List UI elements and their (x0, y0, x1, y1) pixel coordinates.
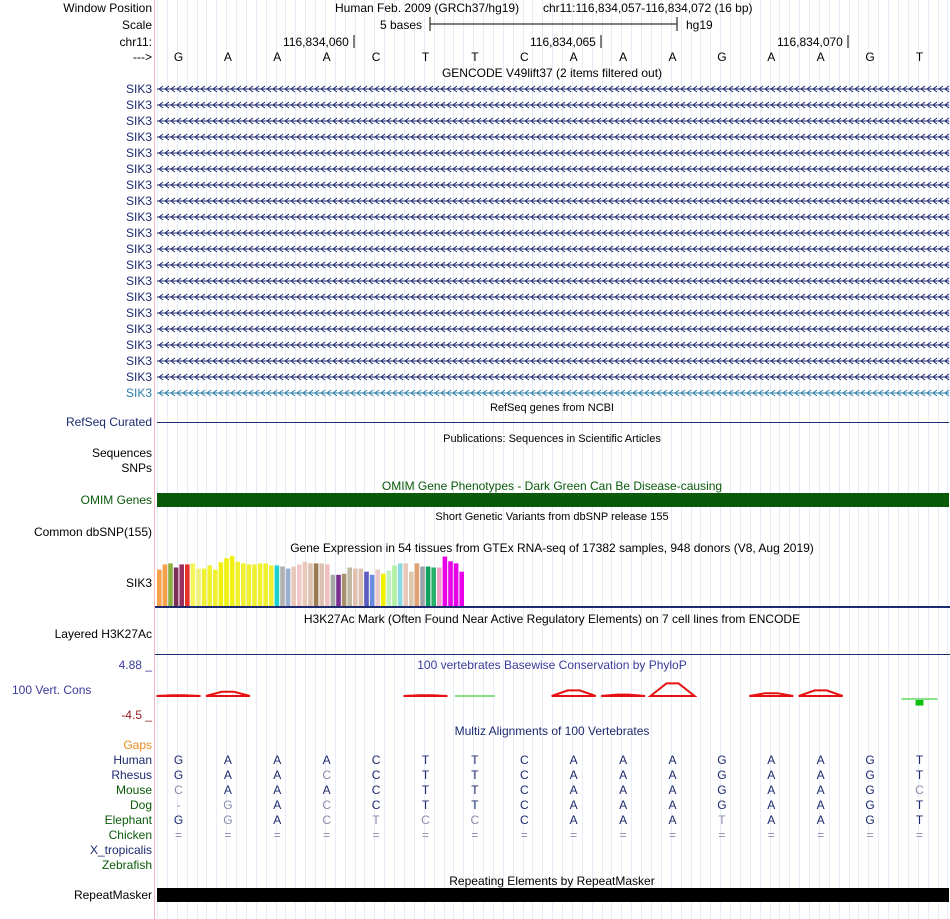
publications-track-title: Publications: Sequences in Scientific Articles (443, 433, 661, 445)
alignment-base: A (569, 798, 578, 812)
scale-label: Scale (121, 18, 152, 32)
species-label[interactable]: Zebrafish (101, 858, 152, 872)
alignment-base: = (817, 828, 825, 842)
alignment-base: A (668, 768, 677, 782)
alignment-base: T (471, 768, 479, 782)
alignment-base: A (273, 783, 282, 797)
gencode-gene-label[interactable]: SIK3 (125, 258, 152, 272)
alignment-base: G (717, 768, 727, 782)
alignment-base: A (816, 813, 825, 827)
refseq-track-title: RefSeq genes from NCBI (489, 402, 615, 414)
alignment-base: G (223, 813, 233, 827)
base-letter: G (865, 50, 875, 64)
alignment-base: A (668, 753, 677, 767)
alignment-base: = (668, 828, 676, 842)
base-letter: T (421, 50, 430, 64)
species-label[interactable]: Elephant (104, 813, 152, 827)
base-letter: A (816, 50, 825, 64)
coordinate-tick-2: 116,834,065 (530, 35, 596, 49)
gencode-gene-label[interactable]: SIK3 (125, 354, 152, 368)
base-letter: A (767, 50, 776, 64)
gencode-track-title: GENCODE V49lift37 (2 items filtered out) (441, 66, 663, 80)
alignment-base: A (619, 753, 628, 767)
alignment-base: G (717, 753, 727, 767)
gencode-gene-label[interactable]: SIK3 (125, 386, 152, 400)
alignment-base: A (273, 753, 282, 767)
base-letter: T (471, 50, 479, 64)
alignment-base: A (767, 798, 776, 812)
alignment-base: = (273, 828, 281, 842)
alignment-base: G (717, 783, 727, 797)
alignment-base: = (372, 828, 380, 842)
alignment-base: T (915, 753, 924, 767)
scale-text: 5 bases (380, 18, 423, 32)
alignment-base: G (865, 768, 875, 782)
phylop-score-mark[interactable] (651, 683, 695, 696)
alignment-base: = (421, 828, 429, 842)
alignment-base: A (273, 768, 282, 782)
alignment-base: = (866, 828, 874, 842)
alignment-base: A (569, 768, 578, 782)
alignment-base: C (519, 813, 529, 827)
alignment-base: T (421, 753, 430, 767)
base-letter: C (519, 50, 529, 64)
alignment-base: C (371, 783, 381, 797)
phylop-max-label: 4.88 _ (118, 658, 152, 672)
gencode-gene-label[interactable]: SIK3 (125, 178, 152, 192)
gaps-label[interactable]: Gaps (123, 738, 152, 752)
alignment-base: C (322, 813, 332, 827)
phylop-score-mark[interactable] (157, 695, 201, 696)
gencode-gene-label[interactable]: SIK3 (125, 370, 152, 384)
gencode-gene-label[interactable]: SIK3 (125, 210, 152, 224)
alignment-base: C (371, 753, 381, 767)
species-label[interactable]: Chicken (108, 828, 152, 842)
base-letter: A (322, 50, 331, 64)
species-label[interactable]: X_tropicalis (89, 843, 152, 857)
repeatmasker-bar[interactable] (157, 888, 949, 902)
alignment-base: G (173, 813, 184, 827)
gencode-gene-label[interactable]: SIK3 (125, 242, 152, 256)
alignment-base: A (619, 768, 628, 782)
alignment-base: T (471, 783, 479, 797)
repeatmasker-track-title: Repeating Elements by RepeatMasker (449, 874, 655, 888)
alignment-base: T (718, 813, 726, 827)
alignment-base: T (471, 798, 479, 812)
phylop-score-mark[interactable] (799, 690, 843, 696)
alignment-base: T (421, 798, 430, 812)
alignment-base: T (915, 768, 924, 782)
gencode-gene-label[interactable]: SIK3 (125, 114, 152, 128)
phylop-score-mark[interactable] (552, 690, 596, 696)
base-letter: T (915, 50, 924, 64)
alignment-base: A (816, 783, 825, 797)
alignment-base: G (173, 768, 184, 782)
alignment-base: C (322, 768, 332, 782)
position-text[interactable]: chr11:116,834,057-116,834,072 (16 bp) (543, 1, 753, 15)
alignment-base: A (322, 783, 331, 797)
alignment-base: = (174, 828, 182, 842)
alignment-base: C (470, 813, 480, 827)
alignment-base: G (865, 753, 875, 767)
alignment-base: A (223, 783, 232, 797)
alignment-base: A (816, 768, 825, 782)
base-letter: A (619, 50, 628, 64)
alignment-base: G (865, 813, 875, 827)
phylop-score-mark[interactable] (206, 692, 250, 696)
alignment-base: G (173, 753, 184, 767)
phylop-label[interactable]: 100 Vert. Cons (12, 683, 92, 697)
phylop-score-mark[interactable] (404, 695, 448, 696)
gencode-gene-label[interactable]: SIK3 (125, 82, 152, 96)
base-letter: A (569, 50, 578, 64)
alignment-base: = (323, 828, 331, 842)
alignment-base: T (421, 768, 430, 782)
omim-genes-label[interactable]: OMIM Genes (80, 493, 152, 507)
alignment-base: G (865, 783, 875, 797)
species-label[interactable]: Mouse (115, 783, 152, 797)
gencode-gene-label[interactable]: SIK3 (125, 194, 152, 208)
multiz-track-title: Multiz Alignments of 100 Vertebrates (454, 724, 650, 738)
alignment-base: C (519, 753, 529, 767)
db-text: hg19 (686, 18, 713, 32)
window-position-label: Window Position (63, 1, 152, 15)
alignment-base: A (619, 783, 628, 797)
alignment-base: A (668, 798, 677, 812)
phylop-score-mark[interactable] (916, 700, 924, 706)
alignment-base: G (717, 798, 727, 812)
refseq-curated-label[interactable]: RefSeq Curated (65, 415, 152, 429)
alignment-base: C (519, 783, 529, 797)
alignment-base: T (372, 813, 380, 827)
alignment-base: A (619, 798, 628, 812)
alignment-base: A (767, 783, 776, 797)
alignment-base: A (816, 753, 825, 767)
alignment-base: A (619, 813, 628, 827)
base-letter: A (273, 50, 282, 64)
alignment-base: A (816, 798, 825, 812)
gencode-gene-label[interactable]: SIK3 (125, 274, 152, 288)
alignment-base: = (915, 828, 923, 842)
alignment-base: = (520, 828, 528, 842)
alignment-base: = (224, 828, 232, 842)
alignment-base: A (273, 813, 282, 827)
alignment-base: = (767, 828, 775, 842)
coordinate-tick-1: 116,834,060 (283, 35, 349, 49)
base-letter: C (371, 50, 381, 64)
gtex-gene-label[interactable]: SIK3 (125, 576, 152, 590)
alignment-base: A (767, 813, 776, 827)
dbsnp-label[interactable]: Common dbSNP(155) (33, 525, 152, 539)
alignment-base: = (619, 828, 627, 842)
base-letter: A (668, 50, 677, 64)
h3k27ac-label[interactable]: Layered H3K27Ac (54, 627, 152, 641)
alignment-base: C (519, 768, 529, 782)
gencode-gene-label[interactable]: SIK3 (125, 338, 152, 352)
phylop-score-mark[interactable] (601, 695, 645, 696)
alignment-base: A (273, 798, 282, 812)
base-letter: G (173, 50, 184, 64)
alignment-base: C (174, 783, 183, 797)
gencode-gene-label[interactable]: SIK3 (125, 146, 152, 160)
alignment-base: C (322, 798, 332, 812)
alignment-base: T (915, 798, 924, 812)
dbsnp-track-title: Short Genetic Variants from dbSNP release 155 (435, 511, 669, 523)
alignment-base: G (865, 798, 875, 812)
assembly-text: Human Feb. 2009 (GRCh37/hg19) (335, 1, 520, 15)
phylop-score-mark[interactable] (749, 693, 793, 696)
alignment-base: C (371, 768, 381, 782)
phylop-min-label: -4.5 _ (121, 708, 152, 722)
alignment-base: T (471, 753, 479, 767)
gencode-gene-label[interactable]: SIK3 (125, 290, 152, 304)
alignment-base: C (519, 798, 529, 812)
alignment-base: C (371, 798, 381, 812)
alignment-base: A (668, 813, 677, 827)
gencode-gene-label[interactable]: SIK3 (125, 226, 152, 240)
h3k27ac-track-title: H3K27Ac Mark (Often Found Near Active Regulatory Elements) on 7 cell lines from ENCODE (303, 612, 801, 626)
phylop-track-title: 100 vertebrates Basewise Conservation by PhyloP (417, 658, 687, 672)
alignment-base: A (223, 768, 232, 782)
alignment-base: A (569, 753, 578, 767)
alignment-base: A (668, 783, 677, 797)
coordinate-tick-3: 116,834,070 (777, 35, 843, 49)
strand-arrow-label: ---> (133, 50, 152, 64)
alignment-base: G (223, 798, 233, 812)
alignment-base: A (569, 783, 578, 797)
alignment-base: = (570, 828, 578, 842)
chromosome-label: chr11: (119, 35, 152, 49)
alignment-base: - (176, 798, 181, 812)
sequences-label[interactable]: Sequences (91, 446, 152, 460)
alignment-base: A (767, 768, 776, 782)
alignment-base: A (322, 753, 331, 767)
alignment-base: T (421, 783, 430, 797)
alignment-base: = (718, 828, 726, 842)
alignment-base: A (569, 813, 578, 827)
alignment-base: C (915, 783, 924, 797)
alignment-base: T (915, 813, 924, 827)
alignment-base: C (421, 813, 430, 827)
alignment-base: A (223, 753, 232, 767)
gencode-gene-label[interactable]: SIK3 (125, 306, 152, 320)
snps-label[interactable]: SNPs (121, 461, 152, 475)
alignment-base: A (767, 753, 776, 767)
repeatmasker-label[interactable]: RepeatMasker (73, 888, 152, 902)
base-letter: G (717, 50, 727, 64)
gencode-gene-label[interactable]: SIK3 (125, 130, 152, 144)
omim-track-title: OMIM Gene Phenotypes - Dark Green Can Be Disease-causing (381, 479, 723, 493)
gencode-gene-label[interactable]: SIK3 (125, 162, 152, 176)
species-label[interactable]: Dog (129, 798, 152, 812)
alignment-base: = (471, 828, 479, 842)
gencode-gene-label[interactable]: SIK3 (125, 322, 152, 336)
species-label[interactable]: Rhesus (111, 768, 152, 782)
species-label[interactable]: Human (113, 753, 152, 767)
gencode-gene-label[interactable]: SIK3 (125, 98, 152, 112)
gtex-track-title: Gene Expression in 54 tissues from GTEx RNA-seq of 17382 samples, 948 donors (V8, Aug 2019) (290, 541, 814, 555)
base-letter: A (223, 50, 232, 64)
